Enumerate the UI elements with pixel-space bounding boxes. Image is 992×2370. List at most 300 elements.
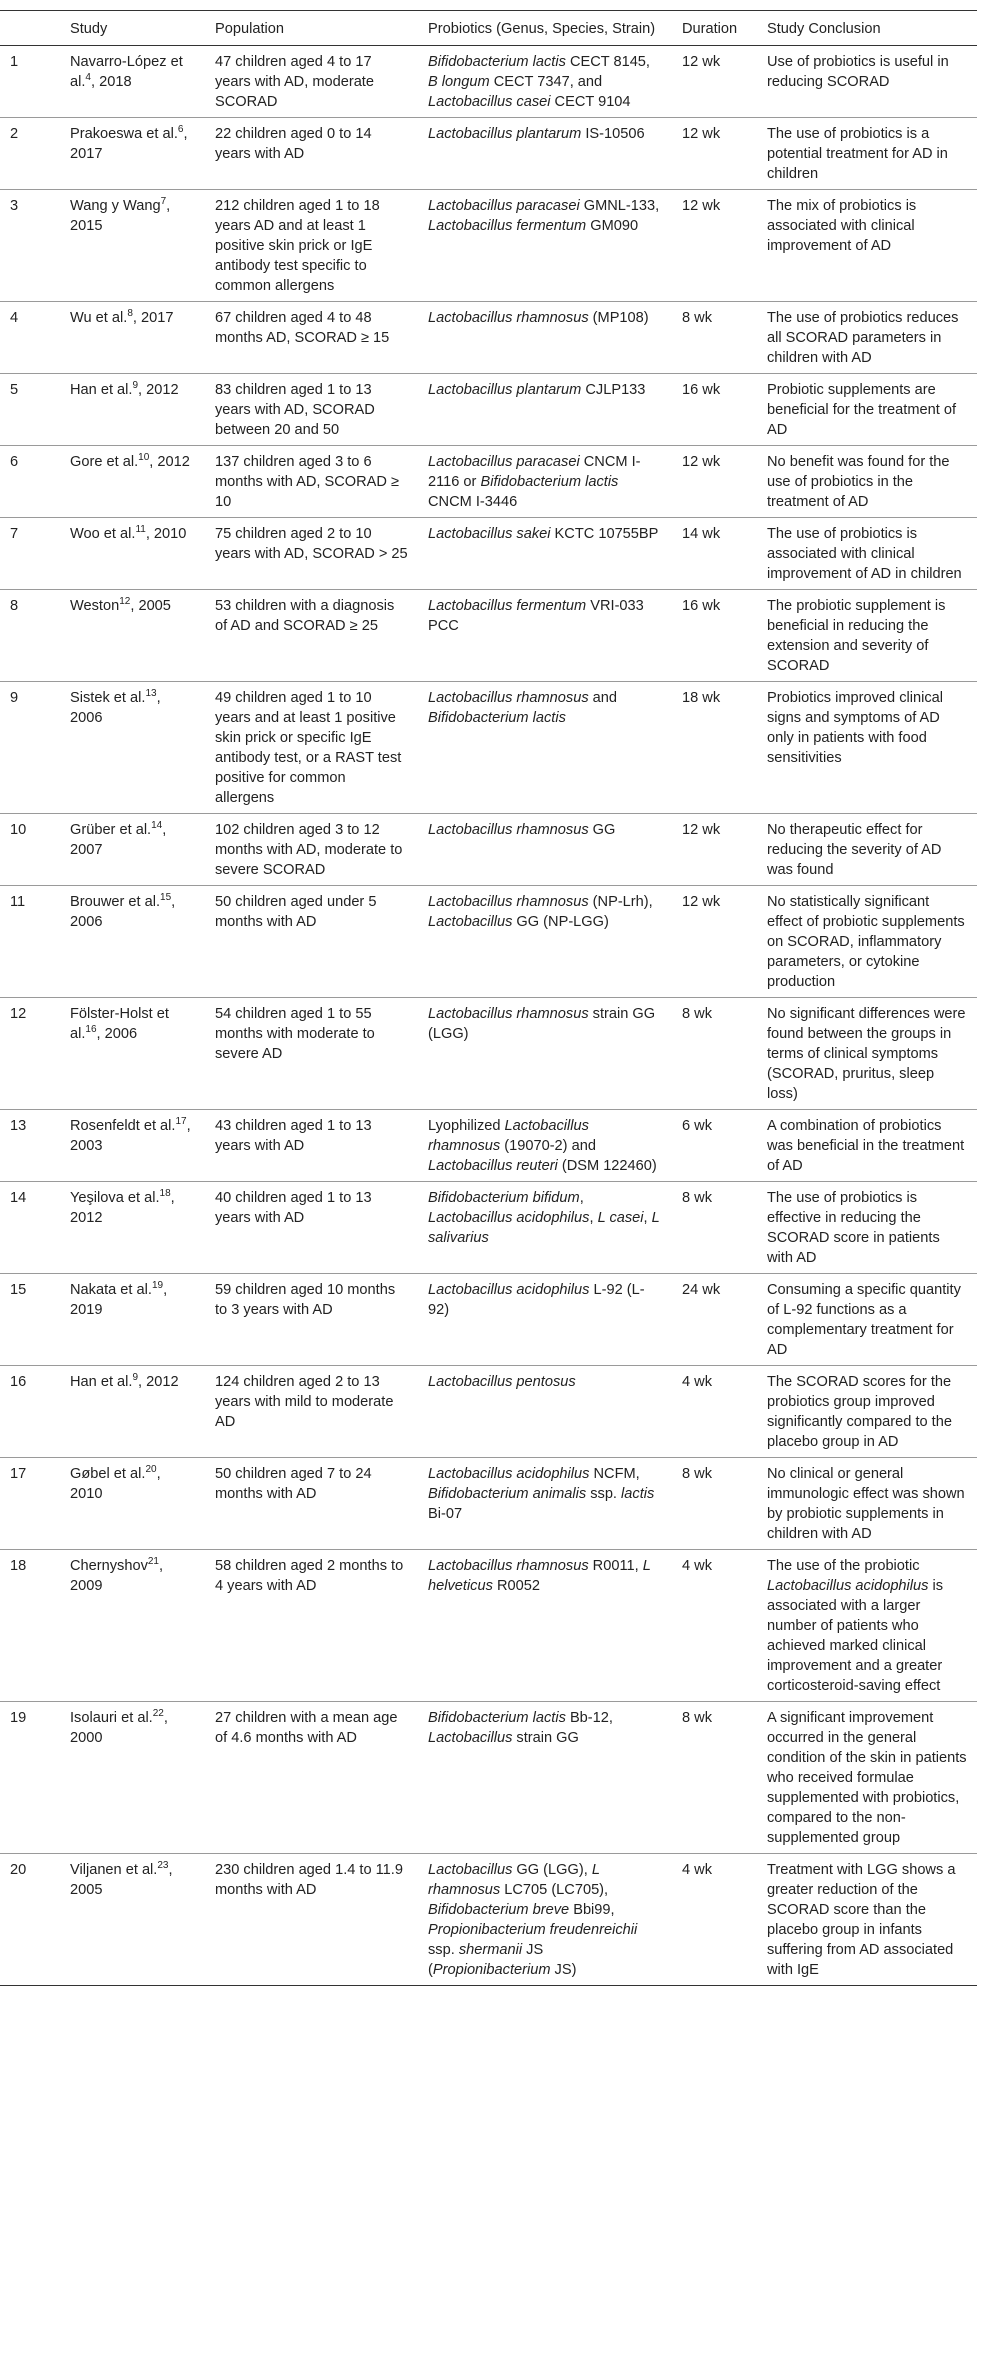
cell-number: 6 [10,454,19,470]
text-run: A significant improvement occurred in the general condition of the skin in patients who received formulae supplemented with probiotics, compared to the non-supplemented group [767,1710,967,1846]
text-run: Weston [70,598,120,614]
cell-number: 10 [10,822,27,838]
cell-probiotics [418,1702,672,1854]
cell-conclusion [757,374,977,446]
header-study: Study [60,11,205,46]
text-run: GM090 [586,218,639,234]
species-name: L casei [597,1210,644,1226]
cell-conclusion [757,1550,977,1702]
table-row [0,446,977,518]
text-run: , 2012 [138,1374,179,1390]
cell-conclusion [757,1702,977,1854]
cell-probiotics [418,886,672,998]
text-run: A combination of probiotics was beneficial in the treatment of AD [767,1118,965,1174]
text-run: , 2000 [70,1710,168,1746]
species-name: Bifidobacterium animalis [428,1486,587,1502]
table-row [0,1274,977,1366]
cell-duration: 12 wk [682,454,721,470]
reference-number: 19 [151,1280,164,1292]
text-run: The use of probiotics is associated with clinical improvement of AD in children [767,526,962,582]
text-run: , 2010 [145,526,187,542]
cell-study [60,998,205,1110]
probiotics-studies-table [0,10,977,1986]
text-run: JS) [550,1962,577,1978]
cell-number: 2 [10,126,19,142]
table-row [0,682,977,814]
cell-probiotics [418,518,672,590]
cell-study [60,518,205,590]
text-run: Wu et al. [70,310,128,326]
cell-probiotics [418,446,672,518]
cell-probiotics [418,682,672,814]
cell-study [60,1110,205,1182]
reference-number: 16 [85,1024,97,1036]
text-run: Gore et al. [70,454,139,470]
cell-conclusion [757,1110,977,1182]
species-name: Propionibacterium freudenreichii [428,1922,638,1938]
text-run: GG (LGG), [512,1862,592,1878]
cell-number: 14 [10,1190,27,1206]
text-run: Consuming a specific quantity of L-92 functions as a complementary treatment for AD [767,1282,961,1358]
species-name: shermanii [458,1942,523,1958]
text-run: Bi-07 [428,1506,463,1522]
cell-duration: 12 wk [682,822,721,838]
table-row [0,1182,977,1274]
header-number [0,11,60,46]
table-row [0,190,977,302]
text-run: IS-10506 [581,126,645,142]
text-run: No benefit was found for the use of probiotics in the treatment of AD [767,454,950,510]
reference-number: 12 [119,596,131,608]
header-probiotics: Probiotics (Genus, Species, Strain) [418,11,672,46]
cell-conclusion [757,1854,977,1986]
text-run: Rosenfeldt et al. [70,1118,176,1134]
cell-population: 47 children aged 4 to 17 years with AD, moderate SCORAD [215,54,374,110]
text-run: , 2010 [70,1466,161,1502]
reference-number: 10 [138,452,150,464]
text-run: GG [588,822,616,838]
species-name: Lactobacillus fermentum [428,598,587,614]
species-name: Lactobacillus reuteri [428,1158,558,1174]
cell-study [60,590,205,682]
table-row [0,1366,977,1458]
species-name: Lactobacillus rhamnosus [428,894,589,910]
cell-number: 16 [10,1374,27,1390]
cell-duration: 12 wk [682,126,721,142]
species-name: Lactobacillus paracasei [428,198,580,214]
cell-study [60,1182,205,1274]
cell-study [60,814,205,886]
cell-conclusion [757,998,977,1110]
species-name: Lactobacillus acidophilus [428,1282,590,1298]
text-run: , 2005 [130,598,171,614]
text-run: Brouwer et al. [70,894,161,910]
reference-number: 4 [85,72,91,84]
text-run: Probiotic supplements are beneficial for the treatment of AD [767,382,957,438]
species-name: Lactobacillus [428,1862,513,1878]
text-run: Viljanen et al. [70,1862,158,1878]
cell-number: 19 [10,1710,27,1726]
table-row [0,1854,977,1986]
text-run: No clinical or general immunologic effect was shown by probiotic supplements in children with AD [767,1466,965,1542]
cell-probiotics [418,590,672,682]
cell-number: 15 [10,1282,27,1298]
cell-study [60,682,205,814]
text-run: , 2012 [70,1190,175,1226]
cell-conclusion [757,446,977,518]
text-run: (MP108) [588,310,649,326]
species-name: Bifidobacterium lactis [428,710,566,726]
cell-population: 102 children aged 3 to 12 months with AD, moderate to severe SCORAD [215,822,403,878]
species-name: Lactobacillus [428,914,513,930]
text-run: The use of the probiotic [767,1558,920,1574]
species-name: L helveticus [428,1558,651,1594]
text-run: Han et al. [70,1374,133,1390]
species-name: Bifidobacterium bifidum [428,1190,580,1206]
species-name: Bifidobacterium lactis [428,54,566,70]
cell-population: 58 children aged 2 months to 4 years with AD [215,1558,404,1594]
reference-number: 20 [145,1464,157,1476]
cell-study [60,190,205,302]
text-run: No significant differences were found between the groups in terms of clinical symptoms (SCORAD, pruritus, sleep loss) [767,1006,966,1102]
reference-number: 21 [147,1556,159,1568]
header-duration: Duration [672,11,757,46]
cell-conclusion [757,590,977,682]
cell-study [60,1854,205,1986]
cell-probiotics [418,998,672,1110]
text-run: No therapeutic effect for reducing the severity of AD was found [767,822,942,878]
table-row [0,118,977,190]
reference-number: 22 [152,1708,164,1720]
cell-conclusion [757,1274,977,1366]
header-population: Population [205,11,418,46]
table-row [0,1702,977,1854]
text-run: Use of probiotics is useful in reducing SCORAD [767,54,949,90]
cell-duration: 16 wk [682,382,721,398]
cell-conclusion [757,1366,977,1458]
table-header [0,11,977,46]
cell-duration: 16 wk [682,598,721,614]
cell-duration: 8 wk [682,1006,713,1022]
cell-number: 13 [10,1118,27,1134]
cell-duration: 4 wk [682,1862,713,1878]
text-run: Han et al. [70,382,133,398]
cell-duration: 18 wk [682,690,721,706]
species-name: Lactobacillus paracasei [428,454,580,470]
species-name: Lactobacillus sakei [428,526,551,542]
species-name: Bifidobacterium lactis [480,474,619,490]
table-body [0,46,977,1986]
cell-conclusion [757,302,977,374]
cell-conclusion [757,814,977,886]
text-run: R0052 [492,1578,540,1594]
table-row [0,1458,977,1550]
cell-number: 18 [10,1558,27,1574]
table-row [0,814,977,886]
text-run: GMNL-133, [579,198,660,214]
cell-number: 4 [10,310,19,326]
text-run: Gøbel et al. [70,1466,146,1482]
cell-probiotics [418,1182,672,1274]
text-run: Prakoeswa et al. [70,126,178,142]
text-run: , 2018 [90,74,132,90]
text-run: strain GG (LGG) [428,1006,656,1042]
cell-duration: 4 wk [682,1374,713,1390]
text-run: , 2006 [70,690,161,726]
cell-number: 11 [10,894,26,910]
text-run: , 2012 [149,454,190,470]
table-row [0,1550,977,1702]
species-name: Lactobacillus plantarum [428,126,582,142]
cell-population: 59 children aged 10 months to 3 years with AD [215,1282,396,1318]
species-name: Lactobacillus acidophilus [767,1578,929,1594]
text-run: Grüber et al. [70,822,152,838]
cell-conclusion [757,190,977,302]
text-run: (DSM 122460) [557,1158,657,1174]
table-row [0,590,977,682]
cell-population: 43 children aged 1 to 13 years with AD [215,1118,372,1154]
text-run: , 2012 [138,382,179,398]
species-name: Lactobacillus [428,1730,513,1746]
reference-number: 6 [177,124,184,136]
cell-population: 137 children aged 3 to 6 months with AD, SCORAD ≥ 10 [215,454,399,510]
species-name: Lactobacillus fermentum [428,218,587,234]
cell-probiotics [418,302,672,374]
text-run: Navarro-López et al. [70,54,183,90]
cell-probiotics [418,1854,672,1986]
cell-population: 49 children aged 1 to 10 years and at least 1 positive skin prick or specific IgE antibody test, or a RAST test positive for common allergens [215,690,402,806]
text-run: CECT 7347, and [489,74,603,90]
text-run: strain GG [512,1730,579,1746]
text-run: CNCM I-3446 [428,494,518,510]
species-name: Lactobacillus acidophilus [428,1466,590,1482]
table-row [0,302,977,374]
species-name: L salivarius [428,1210,660,1246]
text-run: The mix of probiotics is associated with clinical improvement of AD [767,198,917,254]
text-run: , [643,1210,652,1226]
reference-number: 15 [160,892,172,904]
cell-number: 9 [10,690,19,706]
cell-study [60,1366,205,1458]
text-run: No statistically significant effect of probiotic supplements on SCORAD, inflammatory parameters, or cytokine production [767,894,965,990]
cell-probiotics [418,190,672,302]
cell-population: 83 children aged 1 to 13 years with AD, SCORAD between 20 and 50 [215,382,375,438]
species-name: Propionibacterium [432,1962,551,1978]
cell-duration: 4 wk [682,1558,713,1574]
cell-duration: 6 wk [682,1118,713,1134]
text-run: , 2006 [70,894,176,930]
species-name: Lactobacillus rhamnosus [428,1558,589,1574]
text-run: , 2007 [70,822,167,858]
cell-probiotics [418,1550,672,1702]
text-run: , 2005 [70,1862,173,1898]
text-run: CJLP133 [581,382,646,398]
cell-population: 212 children aged 1 to 18 years AD and at least 1 positive skin prick or IgE antibody test specific to common allergens [215,198,380,294]
species-name: Lactobacillus rhamnosus [428,822,589,838]
cell-probiotics [418,46,672,118]
cell-study [60,1702,205,1854]
table-row [0,374,977,446]
cell-conclusion [757,518,977,590]
species-name: Lactobacillus casei [428,94,551,110]
reference-number: 23 [157,1860,169,1872]
cell-study [60,46,205,118]
text-run: Bbi99, [569,1902,615,1918]
text-run: The use of probiotics is a potential treatment for AD in children [767,126,948,182]
cell-duration: 14 wk [682,526,721,542]
cell-probiotics [418,1274,672,1366]
cell-study [60,118,205,190]
text-run: Lyophilized [428,1118,505,1134]
text-run: (19070-2) and [500,1138,596,1154]
cell-probiotics [418,1110,672,1182]
text-run: KCTC 10755BP [550,526,659,542]
table-row [0,46,977,118]
text-run: (NP-Lrh), [588,894,653,910]
text-run: CNCM I-2116 or [428,454,641,490]
species-name: L rhamnosus [428,1862,600,1898]
cell-number: 5 [10,382,19,398]
text-run: Woo et al. [70,526,136,542]
text-run: ssp. [428,1942,459,1958]
species-name: Bifidobacterium lactis [428,1710,566,1726]
reference-number: 7 [160,196,167,208]
text-run: L-92 (L-92) [428,1282,645,1318]
text-run: The use of probiotics is effective in reducing the SCORAD score in patients with AD [767,1190,940,1266]
text-run: ssp. [586,1486,622,1502]
text-run: R0011, [588,1558,643,1574]
text-run: CECT 8145, [565,54,650,70]
cell-conclusion [757,682,977,814]
cell-conclusion [757,1182,977,1274]
text-run: Yeşilova et al. [70,1190,160,1206]
table-row [0,886,977,998]
text-run: and [588,690,618,706]
header-conclusion: Study Conclusion [757,11,977,46]
cell-number: 1 [10,54,19,70]
cell-duration: 12 wk [682,894,721,910]
reference-number: 14 [151,820,163,832]
cell-population: 67 children aged 4 to 48 months AD, SCORAD ≥ 15 [215,310,390,346]
reference-number: 13 [145,688,157,700]
cell-duration: 8 wk [682,1466,713,1482]
reference-number: 17 [175,1116,187,1128]
cell-number: 12 [10,1006,27,1022]
text-run: , 2003 [70,1118,191,1154]
cell-study [60,886,205,998]
text-run: , [589,1210,598,1226]
cell-population: 50 children aged under 5 months with AD [215,894,377,930]
table-row [0,518,977,590]
text-run: , 2017 [132,310,174,326]
text-run: CECT 9104 [550,94,631,110]
cell-duration: 12 wk [682,198,721,214]
text-run: The use of probiotics reduces all SCORAD parameters in children with AD [767,310,959,366]
text-run: is associated with a larger number of patients who achieved marked clinical improvement and a greater corticosteroid-saving effect [767,1578,944,1694]
cell-population: 27 children with a mean age of 4.6 months with AD [215,1710,398,1746]
text-run: , 2009 [70,1558,164,1594]
reference-number: 9 [132,380,139,392]
cell-conclusion [757,118,977,190]
cell-number: 8 [10,598,19,614]
text-run: Probiotics improved clinical signs and symptoms of AD only in patients with food sensitivities [767,690,944,766]
text-run: The probiotic supplement is beneficial in reducing the extension and severity of SCORAD [767,598,946,674]
cell-population: 22 children aged 0 to 14 years with AD [215,126,372,162]
reference-number: 9 [132,1372,139,1384]
cell-conclusion [757,886,977,998]
cell-duration: 8 wk [682,1190,713,1206]
cell-number: 7 [10,526,19,542]
cell-probiotics [418,1366,672,1458]
cell-population: 230 children aged 1.4 to 11.9 months with AD [215,1862,403,1898]
species-name: Lactobacillus rhamnosus [428,310,589,326]
cell-population: 53 children with a diagnosis of AD and SCORAD ≥ 25 [215,598,395,634]
species-name: lactis [621,1486,655,1502]
reference-number: 18 [159,1188,171,1200]
cell-conclusion [757,46,977,118]
table-row [0,998,977,1110]
species-name: Lactobacillus rhamnosus [428,1006,589,1022]
species-name: Lactobacillus plantarum [428,382,582,398]
cell-study [60,1550,205,1702]
cell-study [60,1458,205,1550]
text-run: , 2019 [70,1282,168,1318]
text-run: LC705 (LC705), [500,1882,609,1898]
text-run: Treatment with LGG shows a greater reduction of the SCORAD score than the placebo group in infants suffering from AD associated with IgE [767,1862,956,1978]
text-run: , 2017 [70,126,188,162]
cell-population: 124 children aged 2 to 13 years with mild to moderate AD [215,1374,394,1430]
species-name: Lactobacillus rhamnosus [428,1118,589,1154]
species-name: Bifidobacterium breve [428,1902,570,1918]
text-run: Isolauri et al. [70,1710,153,1726]
text-run: Fölster-Holst et al. [70,1006,169,1042]
cell-probiotics [418,118,672,190]
cell-population: 50 children aged 7 to 24 months with AD [215,1466,372,1502]
text-run: , [579,1190,584,1206]
text-run: The SCORAD scores for the probiotics group improved significantly compared to the placebo group in AD [767,1374,952,1450]
cell-probiotics [418,814,672,886]
text-run: JS ( [428,1942,544,1978]
species-name: Lactobacillus rhamnosus [428,690,589,706]
species-name: Lactobacillus acidophilus [428,1210,590,1226]
text-run: Sistek et al. [70,690,146,706]
cell-probiotics [418,1458,672,1550]
text-run: Bb-12, [565,1710,613,1726]
reference-number: 8 [127,308,133,320]
species-name: B longum [428,74,490,90]
species-name: Lactobacillus pentosus [428,1374,576,1390]
cell-study [60,446,205,518]
cell-duration: 8 wk [682,310,713,326]
cell-duration: 8 wk [682,1710,713,1726]
text-run: GG (NP-LGG) [512,914,609,930]
table-row [0,1110,977,1182]
cell-study [60,1274,205,1366]
text-run: , 2015 [70,198,171,234]
cell-study [60,374,205,446]
cell-population: 54 children aged 1 to 55 months with moderate to severe AD [215,1006,375,1062]
text-run: VRI-033 PCC [428,598,644,634]
reference-number: 11 [135,524,146,536]
text-run: Nakata et al. [70,1282,152,1298]
text-run: Wang y Wang [70,198,161,214]
cell-conclusion [757,1458,977,1550]
cell-number: 17 [10,1466,27,1482]
cell-duration: 24 wk [682,1282,721,1298]
header-row [0,11,977,46]
cell-number: 20 [10,1862,27,1878]
cell-number: 3 [10,198,19,214]
